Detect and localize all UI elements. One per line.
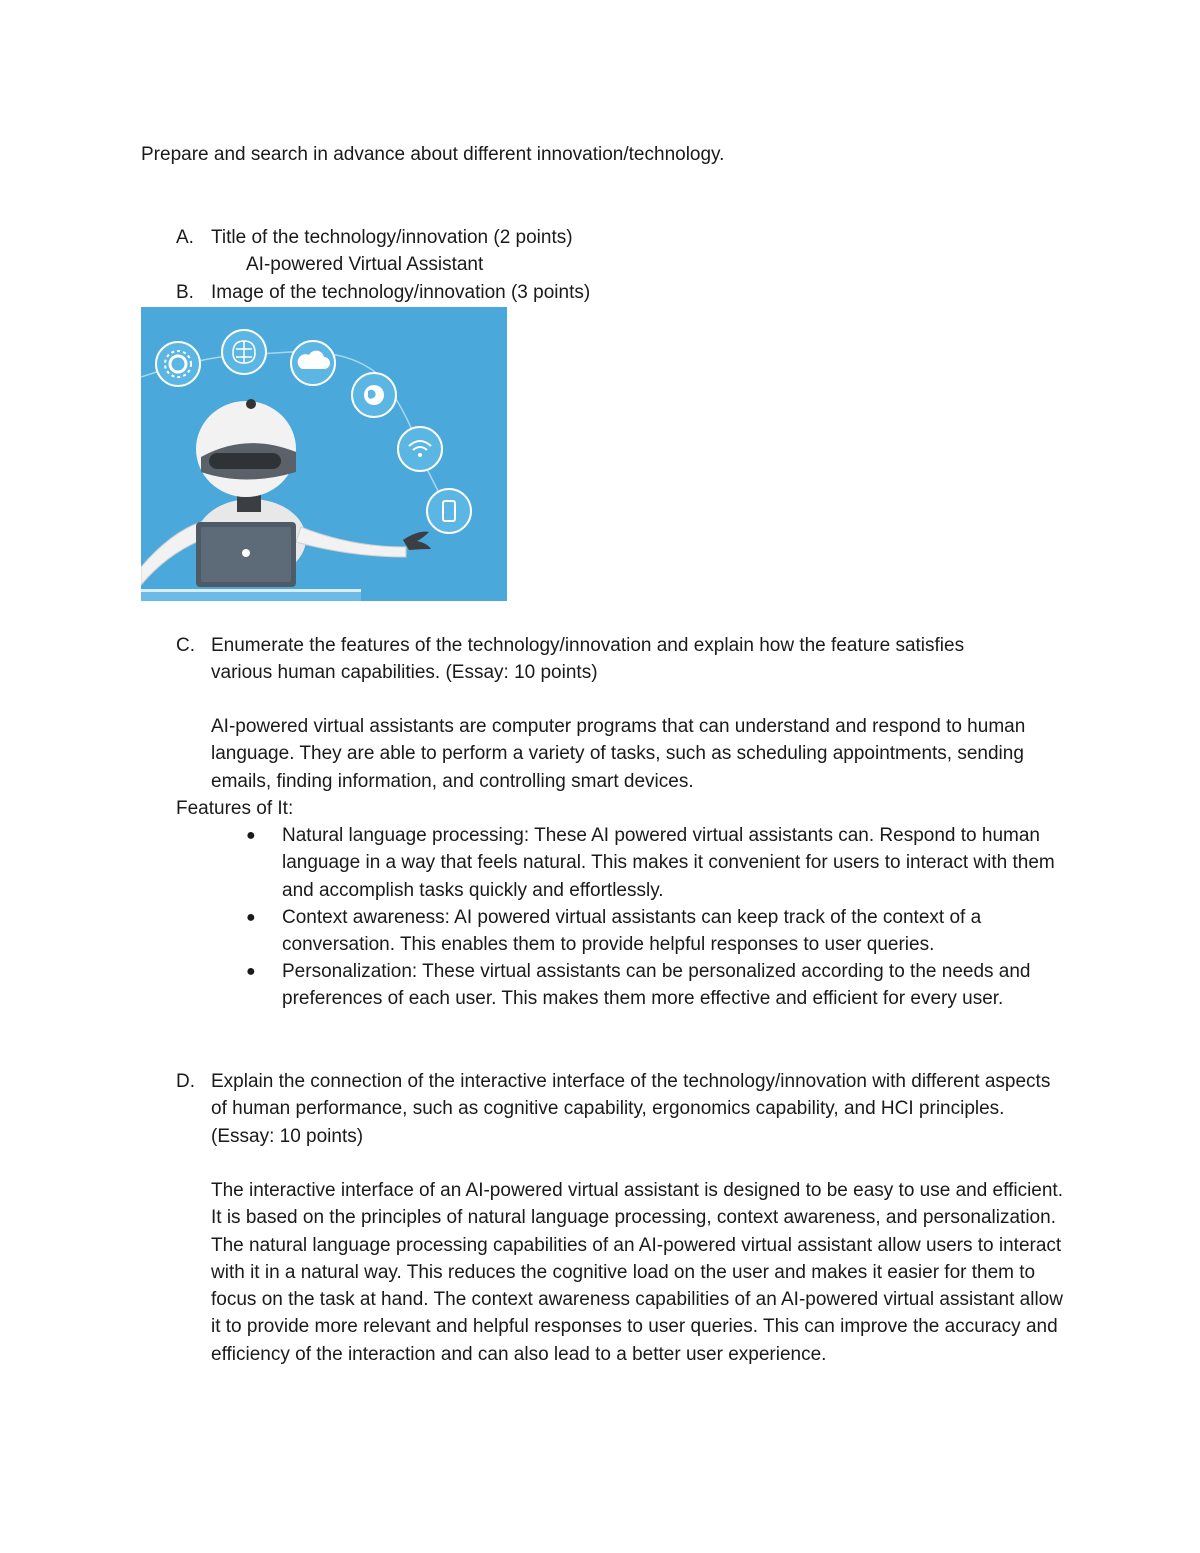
section-c-heading-line2: various human capabilities. (Essay: 10 points) [211, 662, 598, 683]
section-a-answer: AI-powered Virtual Assistant [246, 254, 484, 275]
feature-item: Personalization: These virtual assistants can be personalized according to the needs and preferences of each user. This makes them more effective and efficient for every user. [282, 961, 1031, 1010]
globe-icon [352, 373, 396, 417]
bullet-icon: ● [246, 909, 256, 926]
feature-item: Context awareness: AI powered virtual assistants can keep track of the context of a conversation. This enables them to provide helpful responses to user queries. [282, 907, 982, 956]
section-c-heading-line1: Enumerate the features of the technology/innovation and explain how the feature satisfies [211, 635, 965, 656]
section-b-heading: Image of the technology/innovation (3 points) [211, 282, 591, 303]
section-c-marker: C. [176, 635, 195, 656]
features-label: Features of It: [176, 798, 294, 819]
section-d-heading: Explain the connection of the interactive interface of the technology/innovation with different aspects of human performance, such as cognitive capability, ergonomics capability, and HCI principles. (Essay: 10 points) [211, 1071, 1051, 1147]
bullet-icon: ● [246, 827, 256, 844]
wifi-icon [398, 427, 442, 471]
section-c-answer: AI-powered virtual assistants are computer programs that can understand and respond to human language. They are able to perform a variety of tasks, such as scheduling appointments, sending emails, finding information, and controlling smart devices. [211, 716, 1026, 792]
smartphone-icon [427, 489, 471, 533]
cloud-icon [291, 341, 335, 385]
section-d-answer: The interactive interface of an AI-powered virtual assistant is designed to be easy to use and efficient. It is based on the principles of natural language processing, context awareness, and personalization. The natural language processing capabilities of an AI-powered virtual assistant allow users to interact with it in a natural way. This reduces the cognitive load on the user and makes it easier for them to focus on the task at hand. The context awareness capabilities of an AI-powered virtual assistant allow it to provide more relevant and helpful responses to user queries. This can improve the accuracy and efficiency of the interaction and can also lead to a better user experience. [211, 1180, 1063, 1365]
bullet-icon: ● [246, 963, 256, 980]
section-d-marker: D. [176, 1071, 195, 1092]
virtual-assistant-image [141, 307, 507, 601]
section-a-marker: A. [176, 227, 194, 248]
intro-text: Prepare and search in advance about different innovation/technology. [141, 144, 725, 165]
brain-icon [222, 330, 266, 374]
section-b-marker: B. [176, 282, 194, 303]
gear-icon [156, 342, 200, 386]
feature-item: Natural language processing: These AI powered virtual assistants can. Respond to human language in a way that feels natural. This makes it convenient for users to interact with them and accomplish tasks quickly and effortlessly. [282, 825, 1055, 901]
section-a-heading: Title of the technology/innovation (2 points) [211, 227, 573, 248]
